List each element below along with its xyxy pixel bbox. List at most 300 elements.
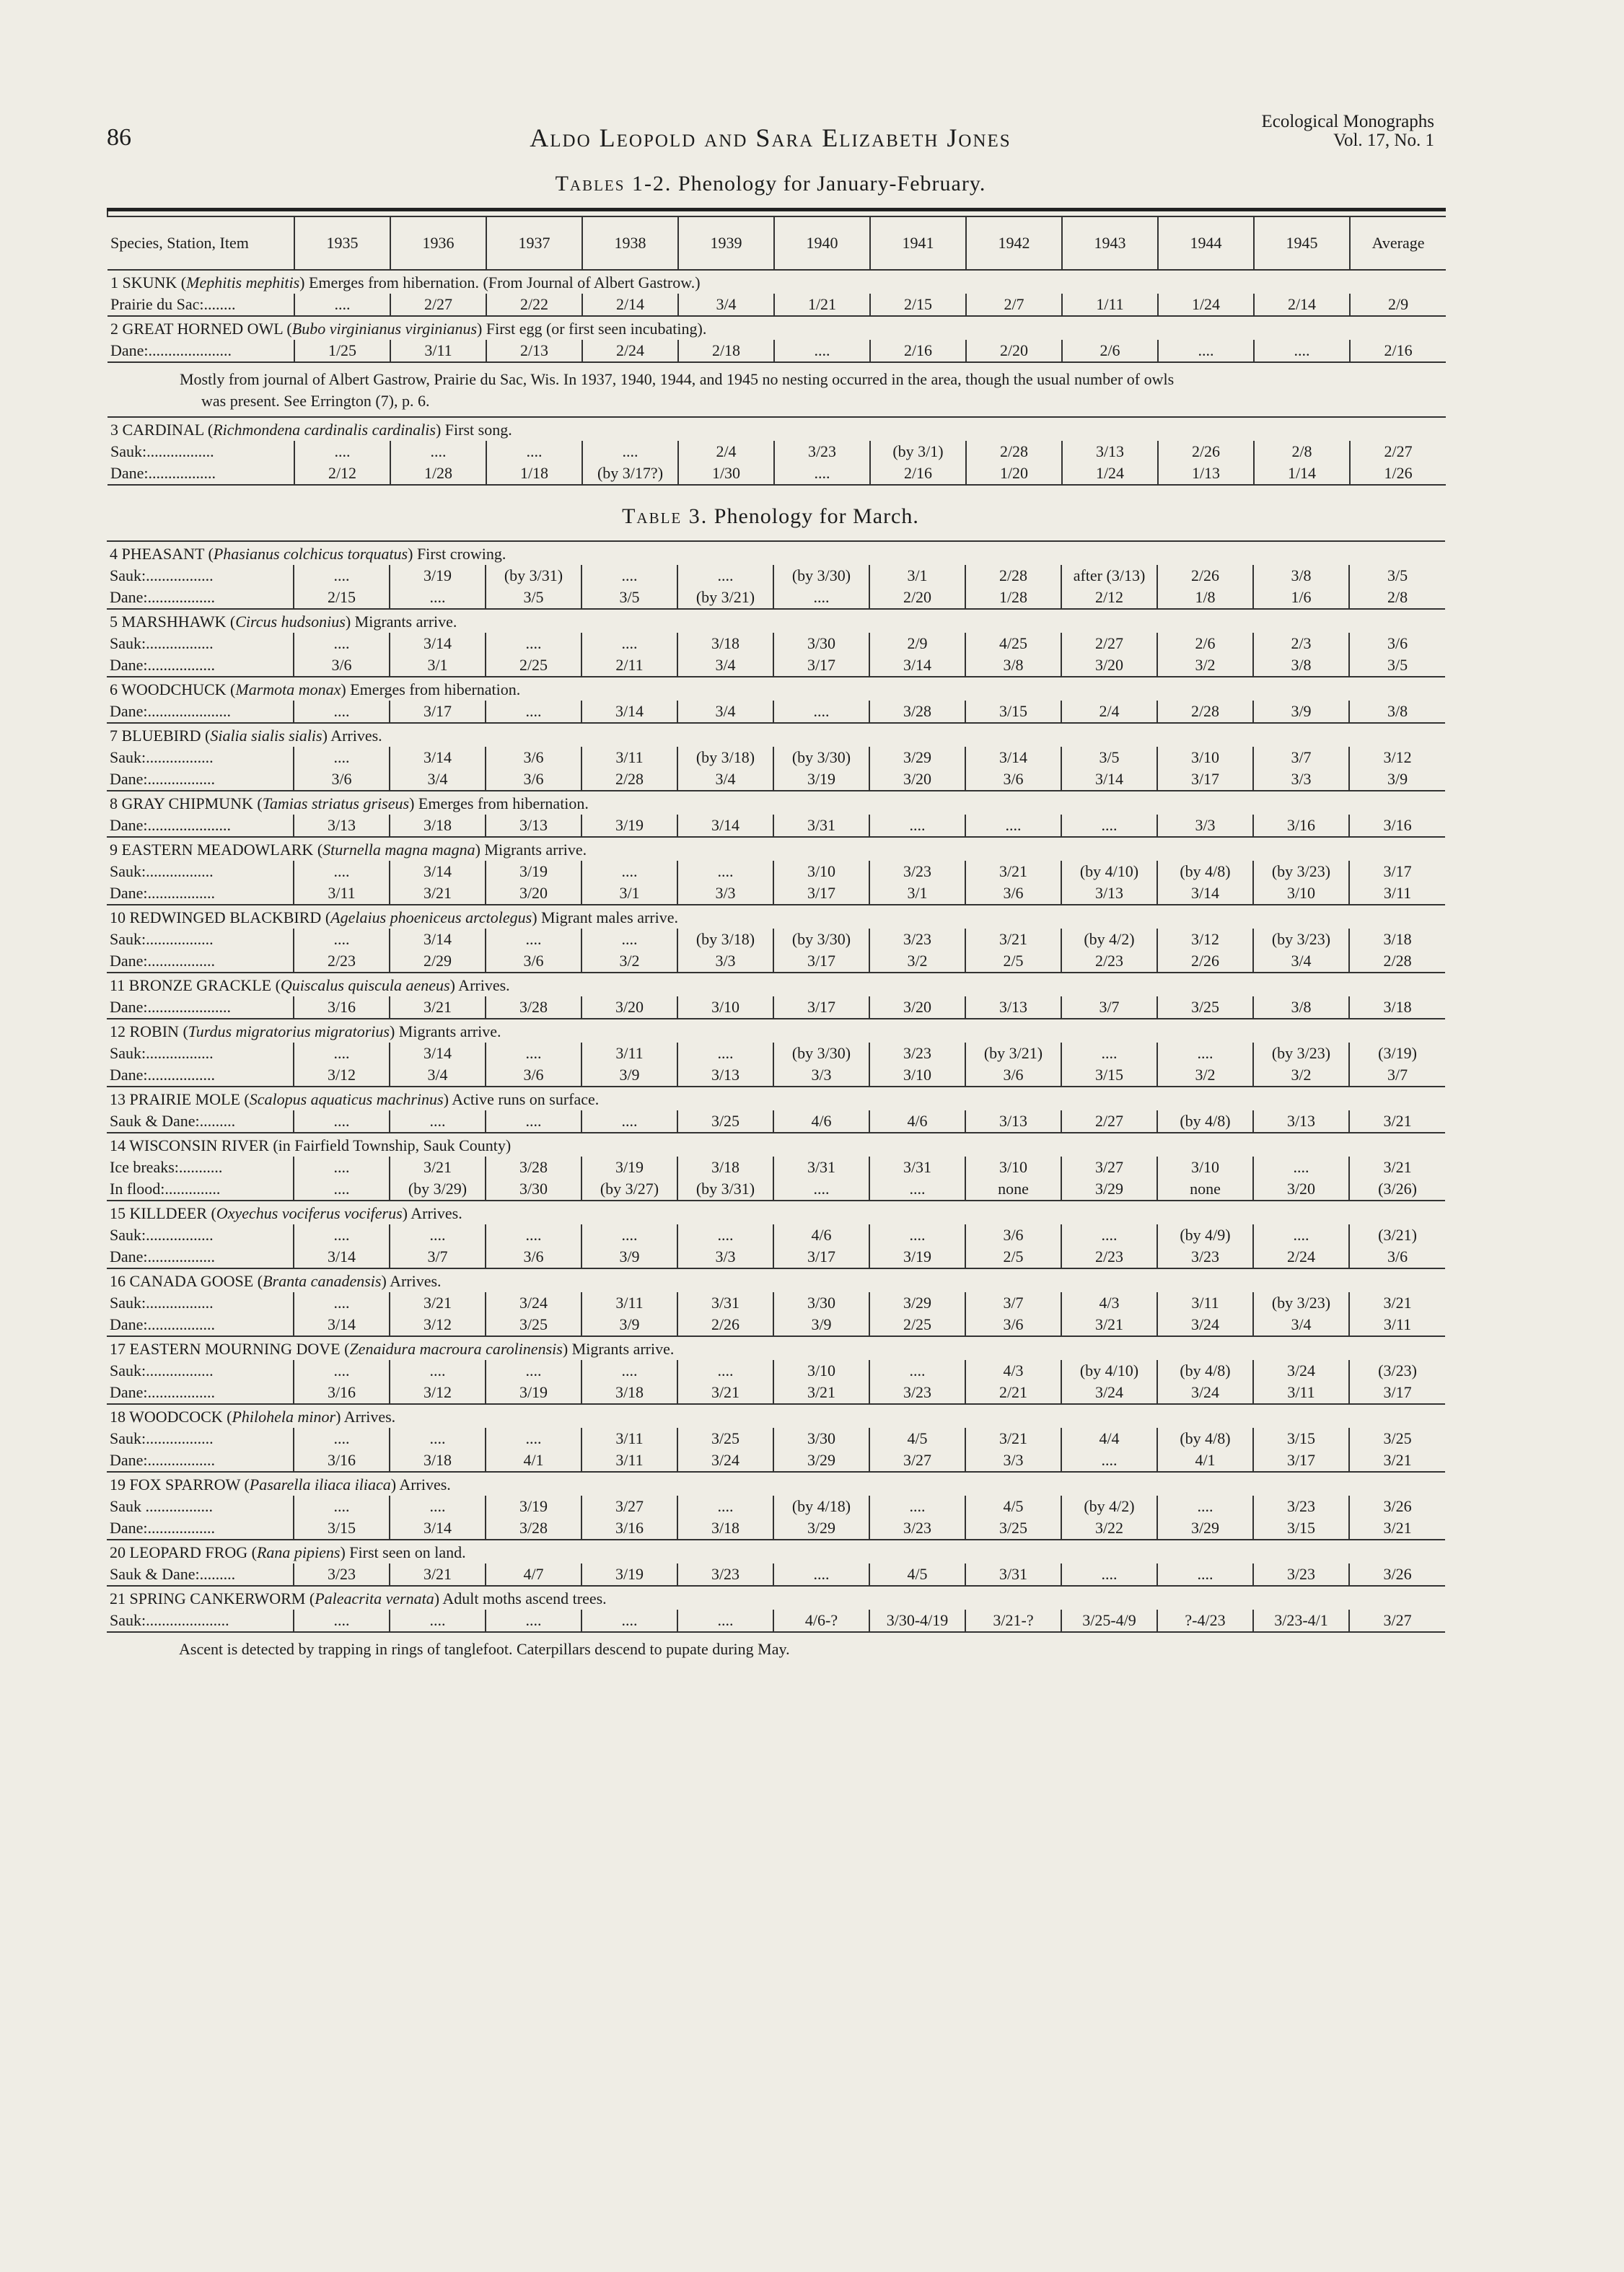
date-value: 3/8 [1003, 656, 1024, 674]
date-cell [869, 1563, 965, 1586]
species-name: 16 CANADA GOOSE ( [110, 1272, 263, 1290]
date-value: 3/4 [1291, 1315, 1312, 1333]
date-value: 3/16 [615, 1519, 644, 1537]
date-cell [1349, 1563, 1445, 1586]
date-value: 3/5 [1099, 748, 1120, 766]
data-row [107, 747, 1445, 791]
date-value: 3/14 [423, 862, 452, 880]
date-value: 1/28 [998, 588, 1028, 606]
date-value: .... [1101, 1226, 1118, 1244]
date-cell [294, 340, 390, 362]
phenology-table-jan-feb [107, 208, 1446, 486]
date-value: .... [333, 1158, 350, 1176]
date-value: .... [717, 1361, 734, 1380]
date-cell [581, 701, 677, 723]
date-cell [581, 565, 677, 609]
date-cell [773, 1496, 869, 1540]
species-name: 18 WOODCOCK ( [110, 1408, 232, 1426]
station-label [107, 294, 294, 316]
species-latin-name: Bubo virginianus virginianus [291, 320, 478, 338]
note-row [107, 1632, 1445, 1664]
date-value: 3/1 [619, 884, 640, 902]
species-name: 3 CARDINAL ( [110, 421, 214, 439]
species-latin-name: Agelaius phoeniceus arctolegus [330, 908, 532, 926]
date-cell [774, 441, 870, 485]
date-value: 3/9 [1291, 702, 1312, 720]
date-value: 3/26 [1383, 1497, 1412, 1515]
date-cell [390, 340, 486, 362]
date-value: 3/21 [711, 1383, 740, 1401]
date-value: 3/30 [807, 1429, 836, 1447]
date-value: 2/4 [716, 442, 737, 460]
species-row [107, 1336, 1445, 1360]
species-name: 9 EASTERN MEADOWLARK ( [110, 841, 323, 859]
date-value: .... [717, 1226, 734, 1244]
date-value: 3/27 [1094, 1158, 1124, 1176]
date-cell [1349, 747, 1445, 791]
date-value: 3/12 [327, 1066, 356, 1084]
date-value: 3/6 [523, 1247, 544, 1266]
date-cell [1061, 1292, 1157, 1336]
date-cell [1253, 1292, 1349, 1336]
column-header-year: 1935 [294, 216, 390, 270]
column-header-year: 1940 [774, 216, 870, 270]
station-label [107, 1610, 294, 1632]
date-value: (by 3/21) [983, 1044, 1043, 1062]
date-value: 4/1 [523, 1451, 544, 1469]
date-value: 3/25 [711, 1112, 740, 1130]
date-cell [1157, 1224, 1253, 1268]
date-value: .... [621, 862, 638, 880]
column-header-year: 1945 [1254, 216, 1350, 270]
date-cell [965, 1610, 1061, 1632]
date-value: (by 4/2) [1084, 930, 1135, 948]
date-value: 3/19 [903, 1247, 932, 1266]
date-value: 4/6 [811, 1226, 832, 1244]
species-title [107, 1404, 1445, 1428]
column-header-row [107, 216, 1446, 270]
note-text: was present. See Errington (7), p. 6. [201, 392, 430, 410]
data-row [107, 1563, 1445, 1586]
species-latin-name: Sturnella magna magna [322, 841, 475, 859]
date-value: 2/22 [519, 295, 549, 313]
date-value: .... [909, 1361, 926, 1380]
date-cell [581, 1496, 677, 1540]
date-cell [294, 747, 390, 791]
species-title [107, 541, 1445, 565]
species-name: 10 REDWINGED BLACKBIRD ( [110, 908, 331, 926]
date-cell [1062, 294, 1158, 316]
date-value: 3/3 [715, 1247, 736, 1266]
date-cell [1061, 701, 1157, 723]
species-name: 20 LEOPARD FROG ( [110, 1543, 257, 1561]
date-cell [486, 294, 582, 316]
date-value: 3/4 [715, 770, 736, 788]
date-value: 3/3 [811, 1066, 832, 1084]
date-value: (3/23) [1378, 1361, 1417, 1380]
date-cell [581, 1110, 677, 1133]
species-name: 15 KILLDEER ( [110, 1204, 216, 1222]
species-title [107, 723, 1445, 747]
species-title [107, 837, 1445, 861]
date-cell [486, 1292, 581, 1336]
date-value: .... [334, 295, 351, 313]
date-value: (by 3/31) [695, 1180, 755, 1198]
date-value: 3/6 [1003, 884, 1024, 902]
date-value: .... [429, 1112, 446, 1130]
date-value: 3/1 [427, 656, 448, 674]
date-value: 3/18 [1383, 998, 1412, 1016]
date-value: 3/14 [423, 1519, 452, 1537]
date-value: 3/10 [1190, 748, 1220, 766]
date-value: 3/20 [519, 884, 548, 902]
date-value: 3/14 [615, 702, 644, 720]
species-latin-name: Paleacrita vernata [315, 1589, 434, 1607]
date-value: .... [621, 1361, 638, 1380]
date-value: 3/2 [1195, 1066, 1216, 1084]
date-cell [966, 340, 1062, 362]
station-name: Dane:..................... [110, 816, 232, 834]
date-cell [294, 1563, 390, 1586]
station-name: Ice breaks:........... [110, 1158, 223, 1176]
date-value: 3/26 [1383, 1565, 1412, 1583]
species-description: ) First crowing. [408, 545, 506, 563]
date-value: 3/5 [1387, 656, 1408, 674]
date-value: 2/8 [1291, 442, 1312, 460]
page [107, 108, 1434, 1664]
date-value: 2/18 [711, 341, 741, 359]
species-latin-name: Quiscalus quiscula aeneus [280, 976, 450, 994]
date-value: 3/29 [807, 1451, 836, 1469]
station-name: Sauk:................. [110, 1361, 214, 1380]
station-name: Dane:................. [110, 1315, 216, 1333]
date-cell [1061, 747, 1157, 791]
species-row [107, 1133, 1445, 1157]
date-value: 2/20 [903, 588, 932, 606]
date-value: 3/11 [615, 1044, 644, 1062]
note [107, 1632, 1445, 1664]
date-cell [1157, 1292, 1253, 1336]
date-value: .... [333, 566, 350, 584]
date-cell [581, 1224, 677, 1268]
date-cell [1253, 815, 1349, 837]
station-name: In flood:.............. [110, 1180, 221, 1198]
date-value: 3/16 [327, 1451, 356, 1469]
date-value: 2/16 [1384, 341, 1413, 359]
date-cell [965, 1563, 1061, 1586]
date-cell [1349, 1110, 1445, 1133]
date-value: 2/28 [615, 770, 644, 788]
date-value: .... [333, 1044, 350, 1062]
station-label [107, 1043, 294, 1087]
date-value: 3/11 [615, 1429, 644, 1447]
date-cell [486, 1610, 581, 1632]
species-latin-name: Turdus migratorius migratorius [188, 1022, 390, 1040]
date-value: .... [333, 1497, 350, 1515]
date-value: 2/26 [1190, 952, 1220, 970]
column-header-year: 1943 [1062, 216, 1158, 270]
date-value: .... [814, 341, 830, 359]
date-value: 3/23 [711, 1565, 740, 1583]
date-cell [1061, 1610, 1157, 1632]
date-value: 2/9 [907, 634, 928, 652]
date-cell [1349, 633, 1445, 677]
date-value: .... [429, 588, 446, 606]
date-value: 3/30 [807, 1294, 836, 1312]
date-cell [581, 929, 677, 973]
station-label [107, 340, 294, 362]
data-row [107, 1292, 1445, 1336]
date-value: 2/5 [1003, 1247, 1024, 1266]
date-value: 3/19 [519, 862, 548, 880]
station-name: Dane:..................... [110, 341, 232, 359]
station-label [107, 1157, 294, 1201]
species-name: 14 WISCONSIN RIVER (in Fairfield Township, Sauk County) [110, 1136, 512, 1154]
column-header-year: 1944 [1158, 216, 1254, 270]
date-value: 3/20 [903, 998, 932, 1016]
station-label [107, 815, 294, 837]
date-value: .... [813, 588, 830, 606]
date-cell [581, 1043, 677, 1087]
date-cell [1350, 340, 1446, 362]
date-value: 3/18 [423, 816, 452, 834]
date-value: 3/31 [807, 1158, 836, 1176]
date-value: .... [333, 748, 350, 766]
date-value: 3/20 [1286, 1180, 1316, 1198]
date-value: 3/10 [1190, 1158, 1220, 1176]
date-value: 2/28 [1383, 952, 1412, 970]
date-value: 3/1 [907, 566, 928, 584]
date-cell [390, 1292, 486, 1336]
date-value: 3/21 [1094, 1315, 1124, 1333]
date-cell [1253, 633, 1349, 677]
date-cell [1061, 1110, 1157, 1133]
date-cell [581, 861, 677, 905]
date-value: 3/7 [427, 1247, 448, 1266]
date-cell [582, 294, 678, 316]
date-value: .... [525, 702, 542, 720]
date-cell [869, 701, 965, 723]
station-name: Sauk:..................... [110, 1611, 229, 1629]
date-value: 3/9 [619, 1066, 640, 1084]
date-value: 3/28 [519, 1519, 548, 1537]
date-value: (by 4/18) [791, 1497, 851, 1515]
date-cell [581, 1610, 677, 1632]
date-value: .... [1198, 341, 1214, 359]
species-latin-name: Zenaidura macroura carolinensis [349, 1340, 563, 1358]
station-label [107, 1496, 294, 1540]
date-value: 3/3 [715, 884, 736, 902]
date-value: 3/13 [998, 998, 1028, 1016]
station-name: Dane:................. [110, 1247, 216, 1266]
species-row [107, 1540, 1445, 1563]
date-value: 3/25 [1383, 1429, 1412, 1447]
date-value: .... [813, 1565, 830, 1583]
date-value: .... [333, 1180, 350, 1198]
date-value: 2/24 [615, 341, 645, 359]
species-name: 19 FOX SPARROW ( [110, 1475, 250, 1494]
date-value: 3/12 [423, 1383, 452, 1401]
date-cell [773, 1428, 869, 1472]
date-value: 3/19 [615, 816, 644, 834]
page-header [107, 108, 1434, 159]
date-cell [869, 929, 965, 973]
tables-1-2-caption: Phenology for January-February. [677, 172, 986, 196]
date-value: 3/21 [1383, 1112, 1412, 1130]
date-cell [965, 815, 1061, 837]
date-cell [390, 701, 486, 723]
date-cell [1349, 1496, 1445, 1540]
date-value: 2/6 [1195, 634, 1216, 652]
date-value: 2/25 [519, 656, 548, 674]
date-cell [486, 929, 581, 973]
species-row [107, 973, 1445, 996]
date-cell [965, 1043, 1061, 1087]
date-value: 2/6 [1100, 341, 1120, 359]
table-3-caption: Phenology for March. [714, 504, 919, 528]
station-label [107, 441, 294, 485]
station-name: Dane:................. [110, 588, 216, 606]
date-cell [581, 1360, 677, 1404]
station-name: Dane:................. [110, 952, 216, 970]
data-row [107, 701, 1445, 723]
date-cell [1349, 565, 1445, 609]
date-value: 1/24 [1095, 464, 1125, 482]
date-value: 4/25 [998, 634, 1028, 652]
date-value: 3/29 [903, 748, 932, 766]
species-row [107, 609, 1445, 633]
date-value: 3/21 [1383, 1451, 1412, 1469]
date-value: 3/30 [807, 634, 836, 652]
species-title [107, 791, 1445, 815]
date-value: 1/21 [807, 295, 837, 313]
date-cell [677, 929, 773, 973]
date-value: (by 3/30) [791, 930, 851, 948]
column-header-year: 1937 [486, 216, 582, 270]
date-value: .... [621, 1226, 638, 1244]
species-row [107, 1586, 1445, 1610]
date-cell [1061, 1360, 1157, 1404]
date-cell [390, 747, 486, 791]
species-title [107, 316, 1446, 340]
date-value: .... [621, 1112, 638, 1130]
date-cell [1061, 861, 1157, 905]
station-label [107, 633, 294, 677]
date-value: (by 4/2) [1084, 1497, 1135, 1515]
date-value: ?-4/23 [1185, 1611, 1226, 1629]
date-value: 2/23 [1094, 952, 1124, 970]
species-title [107, 1336, 1445, 1360]
station-label [107, 929, 294, 973]
date-value: 3/6 [523, 770, 544, 788]
date-value: 3/12 [1190, 930, 1220, 948]
date-cell [294, 1157, 390, 1201]
date-cell [294, 633, 390, 677]
date-cell [869, 996, 965, 1019]
date-value: 2/24 [1286, 1247, 1316, 1266]
station-label [107, 1110, 294, 1133]
date-cell [1061, 1224, 1157, 1268]
date-value: (by 3/1) [892, 442, 944, 460]
date-value: .... [430, 442, 447, 460]
date-value: 3/16 [327, 1383, 356, 1401]
date-value: (3/19) [1378, 1044, 1417, 1062]
date-cell [1253, 1110, 1349, 1133]
data-row [107, 294, 1446, 316]
date-value: (3/26) [1378, 1180, 1417, 1198]
date-cell [294, 1043, 390, 1087]
date-value: 2/11 [615, 656, 644, 674]
date-value: 3/10 [711, 998, 740, 1016]
date-value: 4/7 [523, 1565, 544, 1583]
date-cell [773, 996, 869, 1019]
date-value: 3/17 [807, 952, 836, 970]
species-latin-name: Phasianus colchicus torquatus [213, 545, 408, 563]
date-value: 3/17 [807, 998, 836, 1016]
date-value: 2/4 [1099, 702, 1120, 720]
date-cell [773, 1157, 869, 1201]
date-value: none [1190, 1180, 1221, 1198]
species-name: 11 BRONZE GRACKLE ( [110, 976, 281, 994]
date-value: 3/11 [1383, 884, 1412, 902]
date-value: 3/24 [1094, 1383, 1124, 1401]
date-value: 4/5 [907, 1565, 928, 1583]
date-value: 3/4 [715, 656, 736, 674]
date-value: 3/14 [327, 1247, 356, 1266]
date-cell [677, 633, 773, 677]
date-value: 3/15 [327, 1519, 356, 1537]
date-value: 3/31 [807, 816, 836, 834]
date-value: 3/24 [711, 1451, 740, 1469]
date-value: 3/21 [423, 1158, 452, 1176]
species-row [107, 541, 1445, 565]
date-value: 2/3 [1291, 634, 1312, 652]
date-cell [677, 1360, 773, 1404]
date-cell [390, 441, 486, 485]
species-description: ) Active runs on surface. [443, 1090, 600, 1108]
date-value: .... [1101, 1565, 1118, 1583]
date-value: none [998, 1180, 1029, 1198]
date-cell [1157, 1496, 1253, 1540]
date-value: 4/6-? [804, 1611, 838, 1629]
date-value: 2/7 [1004, 295, 1024, 313]
date-value: (by 4/8) [1180, 1429, 1231, 1447]
date-cell [1349, 1043, 1445, 1087]
date-value: 3/20 [1094, 656, 1124, 674]
date-value: 3/13 [998, 1112, 1028, 1130]
date-value: 1/28 [423, 464, 453, 482]
date-value: 3/17 [1383, 862, 1412, 880]
date-value: 1/14 [1287, 464, 1317, 482]
species-row [107, 270, 1446, 294]
date-cell [1158, 340, 1254, 362]
date-value: (3/21) [1378, 1226, 1417, 1244]
date-value: 3/16 [1383, 816, 1412, 834]
date-value: 4/5 [907, 1429, 928, 1447]
date-value: 3/28 [903, 702, 932, 720]
species-name: 7 BLUEBIRD ( [110, 727, 211, 745]
date-value: 3/11 [1383, 1315, 1412, 1333]
date-value: 3/27 [1383, 1611, 1412, 1629]
date-cell [390, 815, 486, 837]
date-value: 3/27 [903, 1451, 932, 1469]
species-latin-name: Philohela minor [232, 1408, 336, 1426]
date-value: .... [1197, 1044, 1213, 1062]
data-row [107, 1110, 1445, 1133]
date-value: .... [333, 1361, 350, 1380]
date-cell [582, 441, 678, 485]
data-row [107, 1610, 1445, 1632]
